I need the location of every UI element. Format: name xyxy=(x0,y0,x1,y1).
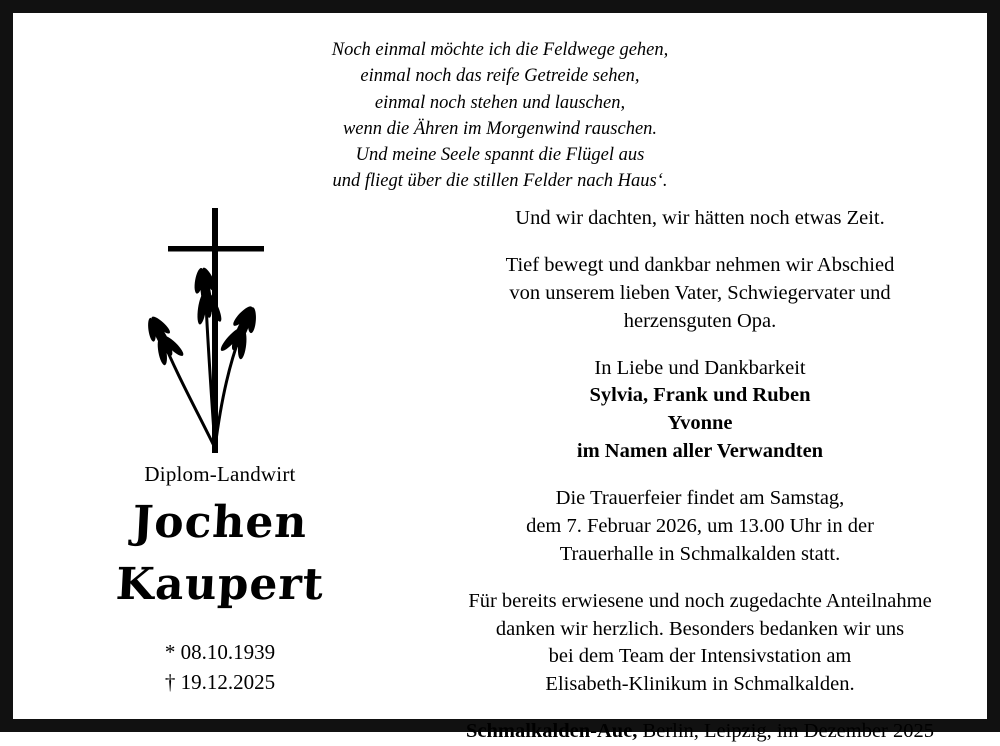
farewell-line: von unserem lieben Vater, Schwiegervater und xyxy=(509,281,891,304)
deceased-last-name: Kaupert xyxy=(114,558,326,610)
poem-line: Noch einmal möchte ich die Feldwege gehen, xyxy=(331,40,669,60)
cross-with-wheat-icon xyxy=(31,198,409,460)
poem-line: wenn die Ähren im Morgenwind rauschen. xyxy=(342,118,658,139)
farewell-line: herzensguten Opa. xyxy=(623,309,777,332)
poem xyxy=(13,37,987,195)
obituary-inner-border xyxy=(11,11,989,743)
gratitude-text xyxy=(411,355,989,467)
funeral-line: Die Trauerfeier findet am Samstag, xyxy=(555,487,845,509)
thanks-line: danken wir herzlich. Besonders bedanken wir uns xyxy=(495,617,905,640)
thanks-line: Für bereits erwiesene und noch zugedachte Anteilnahme xyxy=(468,589,932,612)
intro-text xyxy=(411,205,989,233)
memorial-left-column xyxy=(31,198,409,698)
poem-line: einmal noch das reife Getreide sehen, xyxy=(360,66,640,87)
mourner-line: Sylvia, Frank und Ruben xyxy=(589,384,811,407)
funeral-line: Trauerhalle in Schmalkalden statt. xyxy=(559,542,841,565)
poem-line: Und meine Seele spannt die Flügel aus xyxy=(355,145,645,166)
mourners-list xyxy=(411,382,989,466)
places-city: Schmalkalden-Aue, xyxy=(465,720,638,743)
farewell-text xyxy=(411,252,989,336)
death-date: † 19.12.2025 xyxy=(164,670,276,695)
deceased-first-name: Jochen xyxy=(131,497,309,548)
intro-line: Und wir dachten, wir hätten noch etwas Zeit. xyxy=(515,207,885,229)
mourner-line: Yvonne xyxy=(667,412,733,435)
profession-label: Diplom-Landwirt xyxy=(144,462,296,486)
thanks-line: Elisabeth-Klinikum in Schmalkalden. xyxy=(545,673,855,696)
birth-date: * 08.10.1939 xyxy=(164,639,276,664)
funeral-line: dem 7. Februar 2026, um 13.00 Uhr in der xyxy=(526,514,874,537)
thanks-line: bei dem Team der Intensivstation am xyxy=(548,645,852,668)
places-rest: Berlin, Leipzig, im Dezember 2025 xyxy=(637,720,935,743)
places-line xyxy=(411,718,989,746)
poem-line: und fliegt über die stillen Felder nach Haus‘. xyxy=(332,171,668,192)
gratitude-line: In Liebe und Dankbarkeit xyxy=(594,356,806,379)
farewell-line: Tief bewegt und dankbar nehmen wir Abschied xyxy=(505,253,895,276)
mourner-line: im Namen aller Verwandten xyxy=(576,440,824,463)
life-dates xyxy=(31,637,409,698)
funeral-details xyxy=(411,485,989,569)
thanks-text xyxy=(411,588,989,700)
memorial-right-column xyxy=(411,205,989,746)
poem-line: einmal noch stehen und lauschen, xyxy=(374,92,626,113)
